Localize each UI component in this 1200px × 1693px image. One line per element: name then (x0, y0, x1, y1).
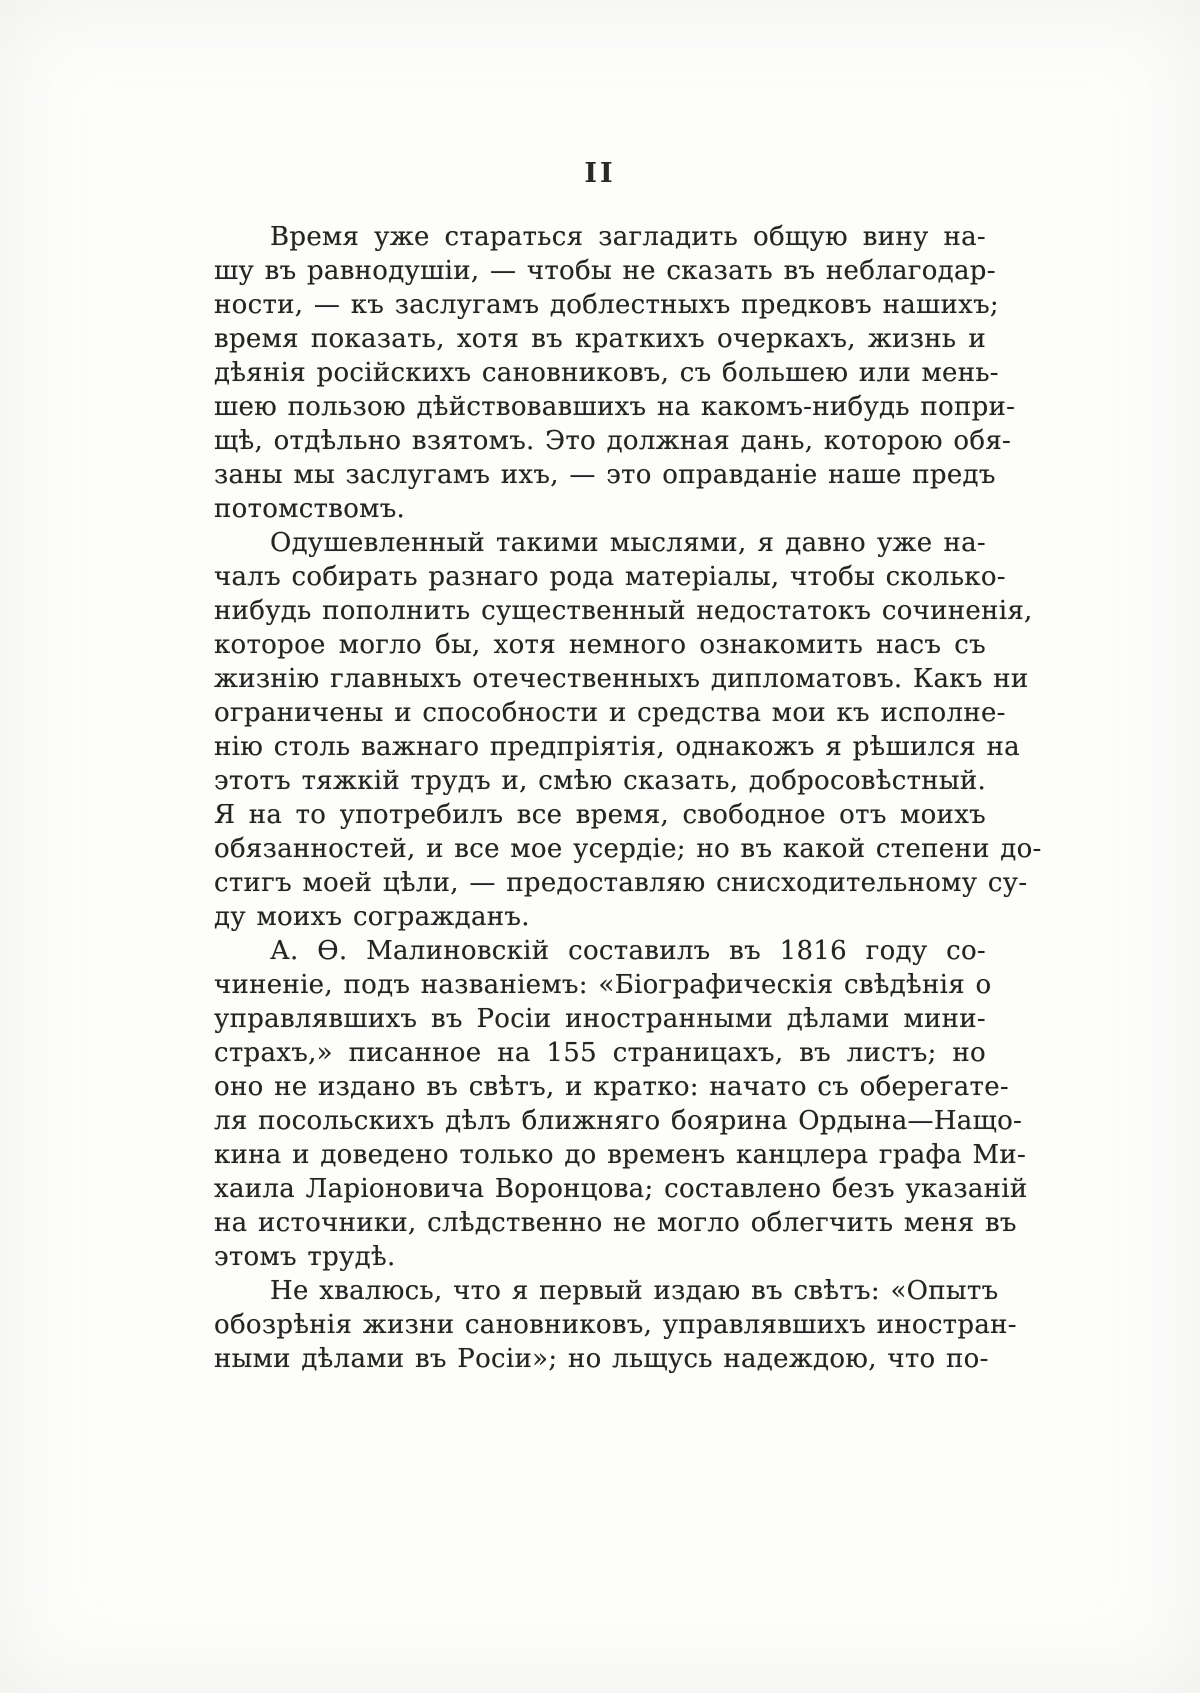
text-line: Одушевленный такими мыслями, я давно уже на- (270, 528, 986, 558)
text-line: потомствомъ. (214, 494, 406, 524)
text-line: время показать, хотя въ краткихъ очеркахъ, жизнь и (214, 324, 986, 354)
text-line: чалъ собирать разнаго рода матеріалы, чтобы сколько- (214, 562, 1006, 592)
text-line: Не хвалюсь, что я первый издаю въ свѣтъ: «Опытъ (270, 1276, 999, 1306)
text-line: страхъ,» писанное на 155 страницахъ, въ листъ; но (214, 1038, 986, 1068)
text-line: шу въ равнодушіи, — чтобы не сказать въ неблагодар- (214, 256, 996, 286)
text-line: нибудь пополнить существенный недостатокъ сочиненія, (214, 596, 1033, 626)
text-line: этомъ трудѣ. (214, 1242, 396, 1272)
text-line: ными дѣлами въ Росіи»; но льщусь надеждою, что по- (214, 1344, 989, 1374)
text-line: нію столь важнаго предпріятія, однакожъ я рѣшился на (214, 732, 1020, 762)
text-line: управлявшихъ въ Росіи иностранными дѣлами мини- (214, 1004, 986, 1034)
text-line: ограничены и способности и средства мои къ исполне- (214, 698, 1006, 728)
text-line: кина и доведено только до временъ канцлера графа Ми- (214, 1140, 1027, 1170)
text-line: на источники, слѣдственно не могло облегчить меня въ (214, 1208, 1017, 1238)
text-line: которое могло бы, хотя немного ознакомить насъ съ (214, 630, 986, 660)
text-line: этотъ тяжкій трудъ и, смѣю сказать, добросовѣстный. (214, 766, 987, 796)
text-line: щѣ, отдѣльно взятомъ. Это должная дань, которою обя- (214, 426, 1012, 456)
paragraph-1 (214, 220, 1016, 526)
text-line: ля посольскихъ дѣлъ ближняго боярина Ордына—Нащо- (214, 1106, 1023, 1136)
page-number: II (584, 158, 616, 189)
text-line: Я на то употребилъ все время, свободное отъ моихъ (214, 800, 986, 830)
text-line: дѣянія російскихъ сановниковъ, съ большею или мень- (214, 358, 999, 388)
paragraph-2 (214, 526, 1042, 934)
text-line: А. Ѳ. Малиновскій составилъ въ 1816 году со- (270, 936, 986, 966)
text-line: оно не издано въ свѣтъ, и кратко: начато съ оберегате- (214, 1072, 1010, 1102)
text-line: заны мы заслугамъ ихъ, — это оправданіе наше предъ (214, 460, 996, 490)
text-line: стигъ моей цѣли, — предоставляю снисходительному су- (214, 868, 1028, 898)
text-block (214, 220, 1042, 1376)
text-line: Время уже стараться загладить общую вину на- (270, 222, 986, 252)
text-line: чиненіе, подъ названіемъ: «Біографическія свѣдѣнія о (214, 970, 992, 1000)
paragraph-3 (214, 934, 1028, 1274)
text-line: шею пользою дѣйствовавшихъ на какомъ-нибудь попри- (214, 392, 1016, 422)
text-line: хаила Ларіоновича Воронцова; составлено безъ указаній (214, 1174, 1028, 1204)
text-line: жизнію главныхъ отечественныхъ дипломатовъ. Какъ ни (214, 664, 1029, 694)
text-line: обозрѣнія жизни сановниковъ, управлявшихъ иностран- (214, 1310, 1017, 1340)
text-line: ности, — къ заслугамъ доблестныхъ предковъ нашихъ; (214, 290, 999, 320)
text-line: обязанностей, и все мое усердіе; но въ какой степени до- (214, 834, 1042, 864)
text-line: ду моихъ согражданъ. (214, 902, 530, 932)
paragraph-4 (214, 1274, 1017, 1376)
